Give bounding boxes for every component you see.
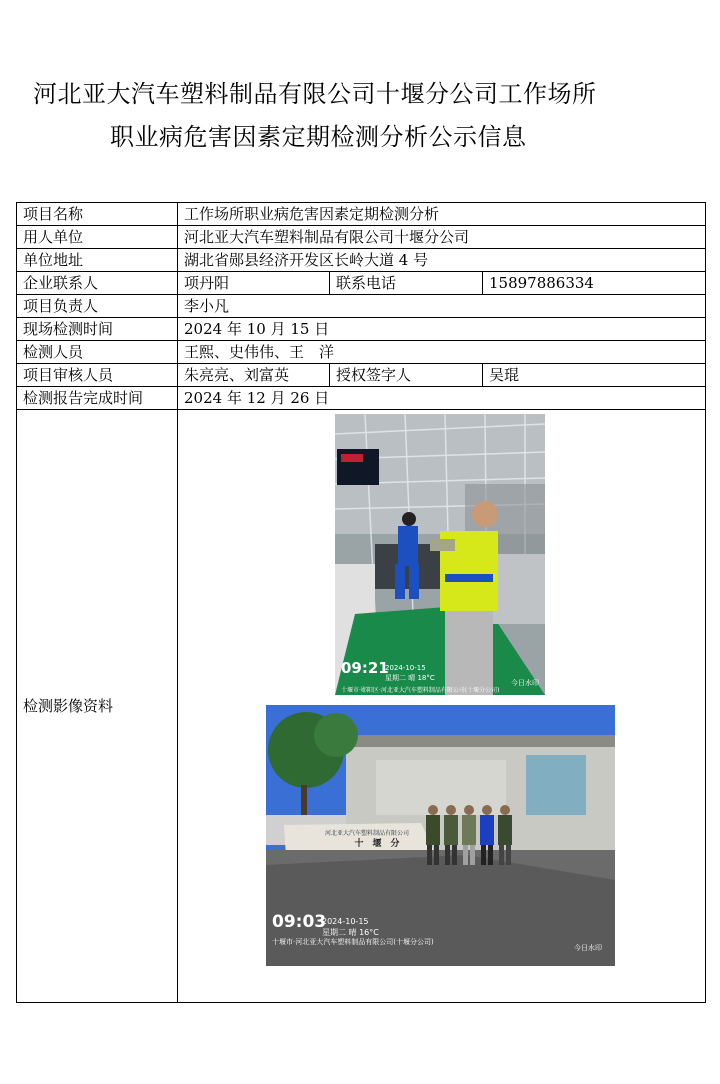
- table-row: [17, 410, 706, 1003]
- photo2-date: 2024-10-15: [322, 917, 369, 926]
- table-row: [17, 387, 706, 410]
- address-value: 湖北省郧县经济开发区长岭大道 4 号: [178, 249, 706, 272]
- employer-value: 河北亚大汽车塑料制品有限公司十堰分公司: [178, 226, 706, 249]
- report-date-label: 检测报告完成时间: [17, 387, 178, 410]
- page-title-line-2: 职业病危害因素定期检测分析公示信息: [110, 123, 527, 151]
- phone-label: 联系电话: [330, 272, 483, 295]
- table-row: [17, 249, 706, 272]
- workshop-scene: [335, 414, 545, 695]
- table-row: [17, 364, 706, 387]
- leader-value: 李小凡: [178, 295, 706, 318]
- address-label: 单位地址: [17, 249, 178, 272]
- project-name-value: 工作场所职业病危害因素定期检测分析: [178, 203, 706, 226]
- outdoor-group-photo: [266, 705, 615, 966]
- contact-value: 项丹阳: [178, 272, 330, 295]
- onsite-date-value: 2024 年 10 月 15 日: [178, 318, 706, 341]
- photo1-location: 十堰市·郧阳区·河北亚大汽车塑料制品有限公司(十堰分公司): [341, 687, 500, 694]
- photo2-location: 十堰市·河北亚大汽车塑料制品有限公司(十堰分公司): [272, 938, 434, 946]
- sign-branch: 十 堰 分: [354, 839, 400, 849]
- signatory-label: 授权签字人: [330, 364, 483, 387]
- table-row: [17, 295, 706, 318]
- table-row: [17, 341, 706, 364]
- report-date-value: 2024 年 12 月 26 日: [178, 387, 706, 410]
- signatory-value: 吴琨: [483, 364, 706, 387]
- employer-label: 用人单位: [17, 226, 178, 249]
- phone-value: 15897886334: [483, 272, 706, 295]
- photo2-time: 09:03: [272, 912, 327, 932]
- worker-blue: [398, 526, 418, 566]
- inspectors-value: 王熙、史伟伟、王 洋: [178, 341, 706, 364]
- sign-company-name: 河北亚大汽车塑料制品有限公司: [324, 830, 409, 837]
- media-cell: [178, 410, 706, 1003]
- table-row: [17, 203, 706, 226]
- onsite-date-label: 现场检测时间: [17, 318, 178, 341]
- leader-label: 项目负责人: [17, 295, 178, 318]
- inspectors-label: 检测人员: [17, 341, 178, 364]
- photo1-watermark: 今日水印: [511, 679, 539, 687]
- table-row: [17, 226, 706, 249]
- workshop-photo: [335, 414, 545, 695]
- reviewers-label: 项目审核人员: [17, 364, 178, 387]
- photo2-watermark: 今日水印: [574, 944, 602, 952]
- photo1-date: 2024-10-15: [385, 664, 426, 672]
- table-row: [17, 318, 706, 341]
- photo1-weather: 星期二 晴 18°C: [385, 674, 435, 682]
- media-label: 检测影像资料: [17, 410, 178, 1003]
- contact-label: 企业联系人: [17, 272, 178, 295]
- reviewers-value: 朱亮亮、刘富英: [178, 364, 330, 387]
- info-table: [16, 202, 706, 1003]
- project-name-label: 项目名称: [17, 203, 178, 226]
- table-row: [17, 272, 706, 295]
- inspector-head: [472, 501, 498, 527]
- page-title-line-1: 河北亚大汽车塑料制品有限公司十堰分公司工作场所: [33, 80, 597, 108]
- photo2-weather: 星期二 晴 16°C: [322, 928, 379, 937]
- photo1-time: 09:21: [341, 659, 389, 677]
